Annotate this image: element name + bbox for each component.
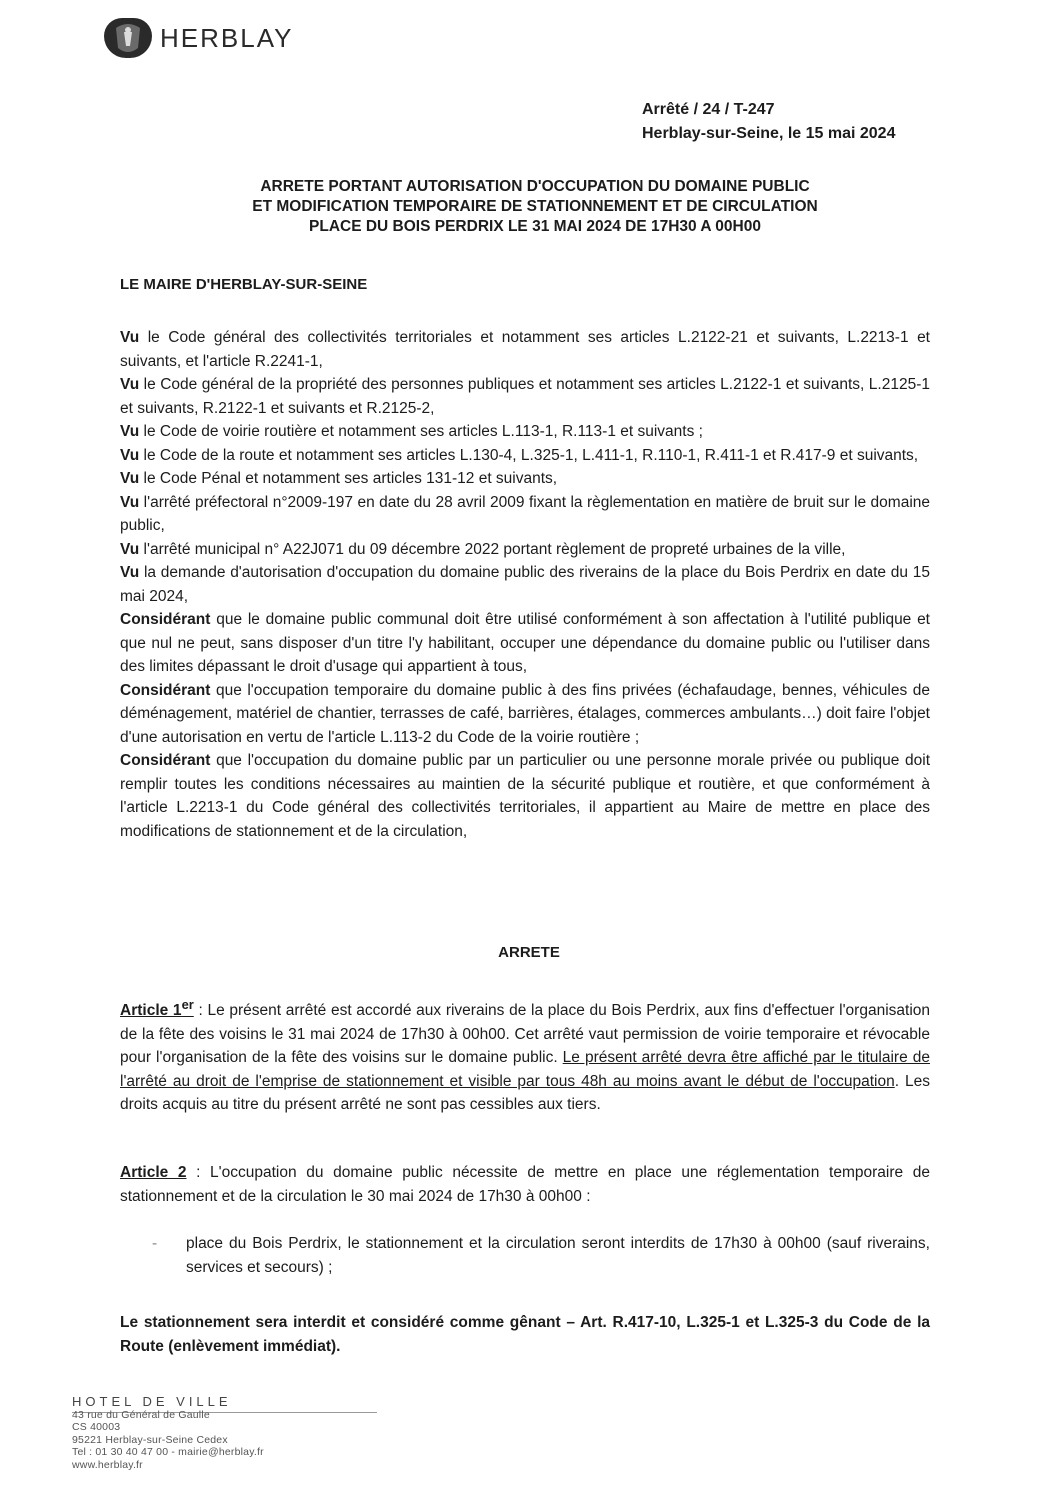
consideration-item: Considérant que l'occupation temporaire du domaine public à des fins privées (échafaudage, bennes, véhicules de déménagement, matériel de chantier, terrasses de café, barrières, étalages, commerces ambulants…) doit faire l'objet d'une autorisation en vertu de l'article L.113-2 du Code de la voirie routière ; <box>120 681 930 746</box>
consideration-item: Vu le Code général des collectivités territoriales et notamment ses articles L.2122-21 et suivants, L.2213-1 et suivants, et l'article R.2241-1, <box>120 329 930 370</box>
footer-address <box>72 1396 264 1471</box>
title-line: PLACE DU BOIS PERDRIX LE 31 MAI 2024 DE 17H30 A 00H00 <box>309 218 761 235</box>
place-and-date: Herblay-sur-Seine, le 15 mai 2024 <box>642 125 896 142</box>
decree-number: Arrêté / 24 / T-247 <box>642 101 775 118</box>
title-line: ET MODIFICATION TEMPORAIRE DE STATIONNEMENT ET DE CIRCULATION <box>252 198 818 215</box>
decree-title <box>120 177 950 237</box>
article-1-label: Article 1er <box>120 997 194 1020</box>
consideration-item: Vu l'arrêté municipal n° A22J071 du 09 décembre 2022 portant règlement de propreté urbaines de la ville, <box>120 540 846 558</box>
consideration-item: Vu le Code général de la propriété des personnes publiques et notamment ses articles L.2122-1 et suivants, L.2125-1 et suivants, R.2122-1 et suivants et R.2125-2, <box>120 376 930 417</box>
footer-line: www.herblay.fr <box>72 1458 143 1471</box>
city-crest-icon <box>104 18 152 58</box>
display-requirement: Le présent arrêté devra être affiché par le titulaire de l'arrêté au droit de l'emprise de stationnement et visible par tous 48h au moins avant le début de l'occupation <box>120 1049 930 1090</box>
consideration-item: Vu le Code Pénal et notamment ses articles 131-12 et suivants, <box>120 470 558 487</box>
article-2: Article 2 : L'occupation du domaine public nécessite de mettre en place une réglementation temporaire de stationnement et de la circulation le 30 mai 2024 de 17h30 à 00h00 : <box>120 1164 931 1205</box>
consideration-item: Vu le Code de voirie routière et notamment ses articles L.113-1, R.113-1 et suivants ; <box>120 423 703 440</box>
footer-line: 43 rue du Général de Gaulle <box>72 1408 210 1421</box>
footer-line: 95221 Herblay-sur-Seine Cedex <box>72 1433 228 1446</box>
consideration-item: Considérant que l'occupation du domaine public par un particulier ou une personne morale privée ou publique doit remplir toutes les conditions nécessaires au maintien de la sécurité publique et routière, et que conformément à l'article L.2213-1 du Code général des collectivités territoriales, il appartient au Maire de mettre en place des modifications de stationnement et de la circulation, <box>120 752 930 840</box>
restriction-item: - place du Bois Perdrix, le stationnement et la circulation seront interdits de 17h30 à 00h00 (sauf riverains, services et secours) ; <box>152 1232 930 1279</box>
footer-line: Tel : 01 30 40 47 00 - mairie@herblay.fr <box>72 1446 264 1458</box>
footer-title: HOTEL DE VILLE <box>72 1394 232 1409</box>
footer-line: CS 40003 <box>72 1421 121 1433</box>
consideration-item: Vu la demande d'autorisation d'occupation du domaine public des riverains de la place du Bois Perdrix en date du 15 mai 2024, <box>120 564 930 605</box>
considerations <box>120 326 930 843</box>
bullet-icon: - <box>152 1235 158 1252</box>
consideration-item: Considérant que le domaine public communal doit être utilisé conformément à son affectation à l'utilité publique et que nul ne peut, sans disposer d'un titre l'y habilitant, occuper une dépendance du domaine public ou l'utiliser dans des limites dépassant le droit d'usage qui appartient à tous, <box>120 611 930 675</box>
consideration-item: Vu l'arrêté préfectoral n°2009-197 en date du 28 avril 2009 fixant la règlementation en matière de bruit sur le domaine public, <box>120 493 930 534</box>
authority-heading: LE MAIRE D'HERBLAY-SUR-SEINE <box>120 276 368 293</box>
article-1: Article 1er : Le présent arrêté est accordé aux riverains de la place du Bois Perdrix, aux fins d'effectuer l'organisation de la fête des voisins le 31 mai 2024 de 17h30 à 00h00. Cet arrêté vaut permission de voirie temporaire et révocable pour l'organisation de la fête des voisins sur le domaine public. Le présent arrêté devra être affiché par le titulaire de l'arrêté au droit de l'emprise de stationnement et visible par tous 48h au moins avant le début de l'occupation. Les droits acquis au titre du présent arrêté ne sont pas cessibles aux tiers. <box>120 997 930 1114</box>
decree-reference <box>642 98 895 146</box>
decision-heading: ARRETE <box>498 944 560 961</box>
article-2-label: Article 2 <box>120 1164 187 1181</box>
herblay-logo <box>104 18 293 58</box>
parking-notice: Le stationnement sera interdit et considéré comme gênant – Art. R.417-10, L.325-1 et L.325-3 du Code de la Route (enlèvement immédiat). <box>120 1314 930 1355</box>
title-line: ARRETE PORTANT AUTORISATION D'OCCUPATION DU DOMAINE PUBLIC <box>260 178 810 195</box>
consideration-item: Vu le Code de la route et notamment ses articles L.130-4, L.325-1, L.411-1, R.110-1, R.411-1 et R.417-9 et suivants, <box>120 446 919 464</box>
logo-text: HERBLAY <box>160 22 294 53</box>
